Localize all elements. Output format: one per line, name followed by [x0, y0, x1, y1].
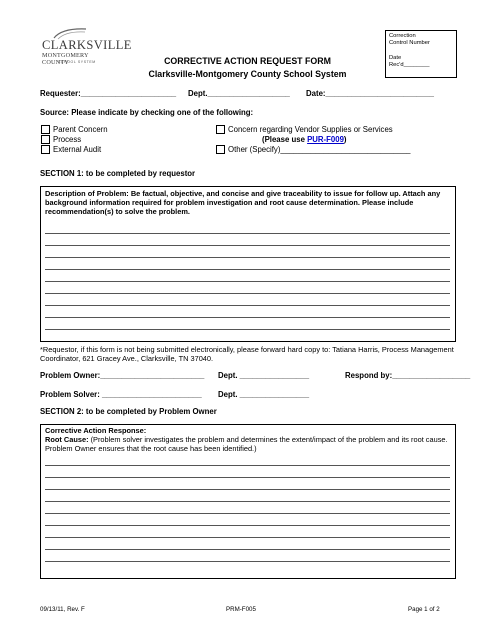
root-cause-line[interactable] [45, 489, 450, 490]
vendor-note [262, 135, 347, 144]
process-label: Process [53, 135, 82, 144]
respond-by-field[interactable]: Respond by:__________________ [345, 371, 471, 380]
other-specify-field[interactable]: Other (Specify)______________________________ [228, 145, 411, 154]
description-line[interactable] [45, 257, 450, 258]
pur-f009-link[interactable]: PUR-F009 [307, 135, 344, 144]
root-cause-line[interactable] [45, 465, 450, 466]
vendor-note-prefix: (Please use [262, 135, 308, 144]
process-checkbox[interactable] [41, 135, 50, 144]
vendor-note-suffix: ) [343, 135, 347, 144]
logo-line3: SCHOOL SYSTEM [58, 60, 96, 64]
footer-page-number: Page 1 of 2 [408, 606, 440, 613]
root-cause-line[interactable] [45, 561, 450, 562]
root-cause-line[interactable] [45, 537, 450, 538]
root-cause-text: (Problem solver investigates the problem and determines the extent/impact of the problem and its root cause. Problem Owner ensures that the root cause has been identified.) [45, 435, 448, 454]
footer-form-number: PRM-F005 [226, 606, 256, 613]
root-cause-line[interactable] [45, 525, 450, 526]
requestor-submission-note: *Requestor, if this form is not being submitted electronically, please forward hard copy to: Tatiana Harris, Process Management Coordinator, 621 Gracey Ave., Clarksville, TN 37040. [40, 345, 454, 364]
corrective-action-response-label: Corrective Action Response: [45, 426, 147, 435]
description-line[interactable] [45, 305, 450, 306]
owner-dept-field[interactable]: Dept. ________________ [218, 371, 310, 380]
root-cause-line[interactable] [45, 513, 450, 514]
root-cause-line[interactable] [45, 501, 450, 502]
section1-heading: SECTION 1: to be completed by requestor [40, 169, 196, 178]
logo-name: CLARKSVILLE [42, 38, 132, 52]
request-date-field[interactable]: Date:_________________________ [306, 89, 434, 98]
form-subtitle: Clarksville-Montgomery County School System [148, 69, 347, 79]
problem-owner-field[interactable]: Problem Owner:________________________ [40, 371, 205, 380]
logo-line2: MONTGOMERY COUNTY [42, 52, 89, 66]
external-audit-label: External Audit [53, 145, 102, 154]
description-line[interactable] [45, 293, 450, 294]
root-cause-line[interactable] [45, 549, 450, 550]
description-line[interactable] [45, 329, 450, 330]
description-line[interactable] [45, 317, 450, 318]
parent-concern-checkbox[interactable] [41, 125, 50, 134]
root-cause-line[interactable] [45, 477, 450, 478]
root-cause-label: Root Cause: [45, 435, 89, 444]
description-line[interactable] [45, 281, 450, 282]
requester-dept-field[interactable]: Dept.___________________ [188, 89, 290, 98]
external-audit-checkbox[interactable] [41, 145, 50, 154]
vendor-concern-label: Concern regarding Vendor Supplies or Services [228, 125, 393, 134]
correction-line1: Correction [389, 33, 416, 39]
parent-concern-label: Parent Concern [53, 125, 108, 134]
problem-solver-field[interactable]: Problem Solver: _______________________ [40, 390, 202, 399]
source-heading: Source: Please indicate by checking one of the following: [40, 108, 254, 117]
solver-dept-field[interactable]: Dept. ________________ [218, 390, 310, 399]
requester-field[interactable]: Requester:______________________ [40, 89, 177, 98]
form-title: CORRECTIVE ACTION REQUEST FORM [164, 56, 331, 66]
correction-line3: Date [389, 55, 402, 61]
section2-heading: SECTION 2: to be completed by Problem Owner [40, 407, 217, 416]
vendor-concern-checkbox[interactable] [216, 125, 225, 134]
footer-revision: 09/13/11, Rev. F [40, 606, 85, 613]
correction-line4: Rec'd________ [389, 62, 430, 68]
other-checkbox[interactable] [216, 145, 225, 154]
description-line[interactable] [45, 245, 450, 246]
problem-description-instructions: Description of Problem: Be factual, objective, and concise and give traceability to issue for follow up. Attach any background information required for problem investigation and root cause determination. Please include recommendation(s) to solve the problem. [45, 189, 441, 217]
root-cause-instructions [45, 435, 450, 453]
correction-line2: Control Number [389, 40, 430, 46]
description-line[interactable] [45, 233, 450, 234]
description-line[interactable] [45, 269, 450, 270]
